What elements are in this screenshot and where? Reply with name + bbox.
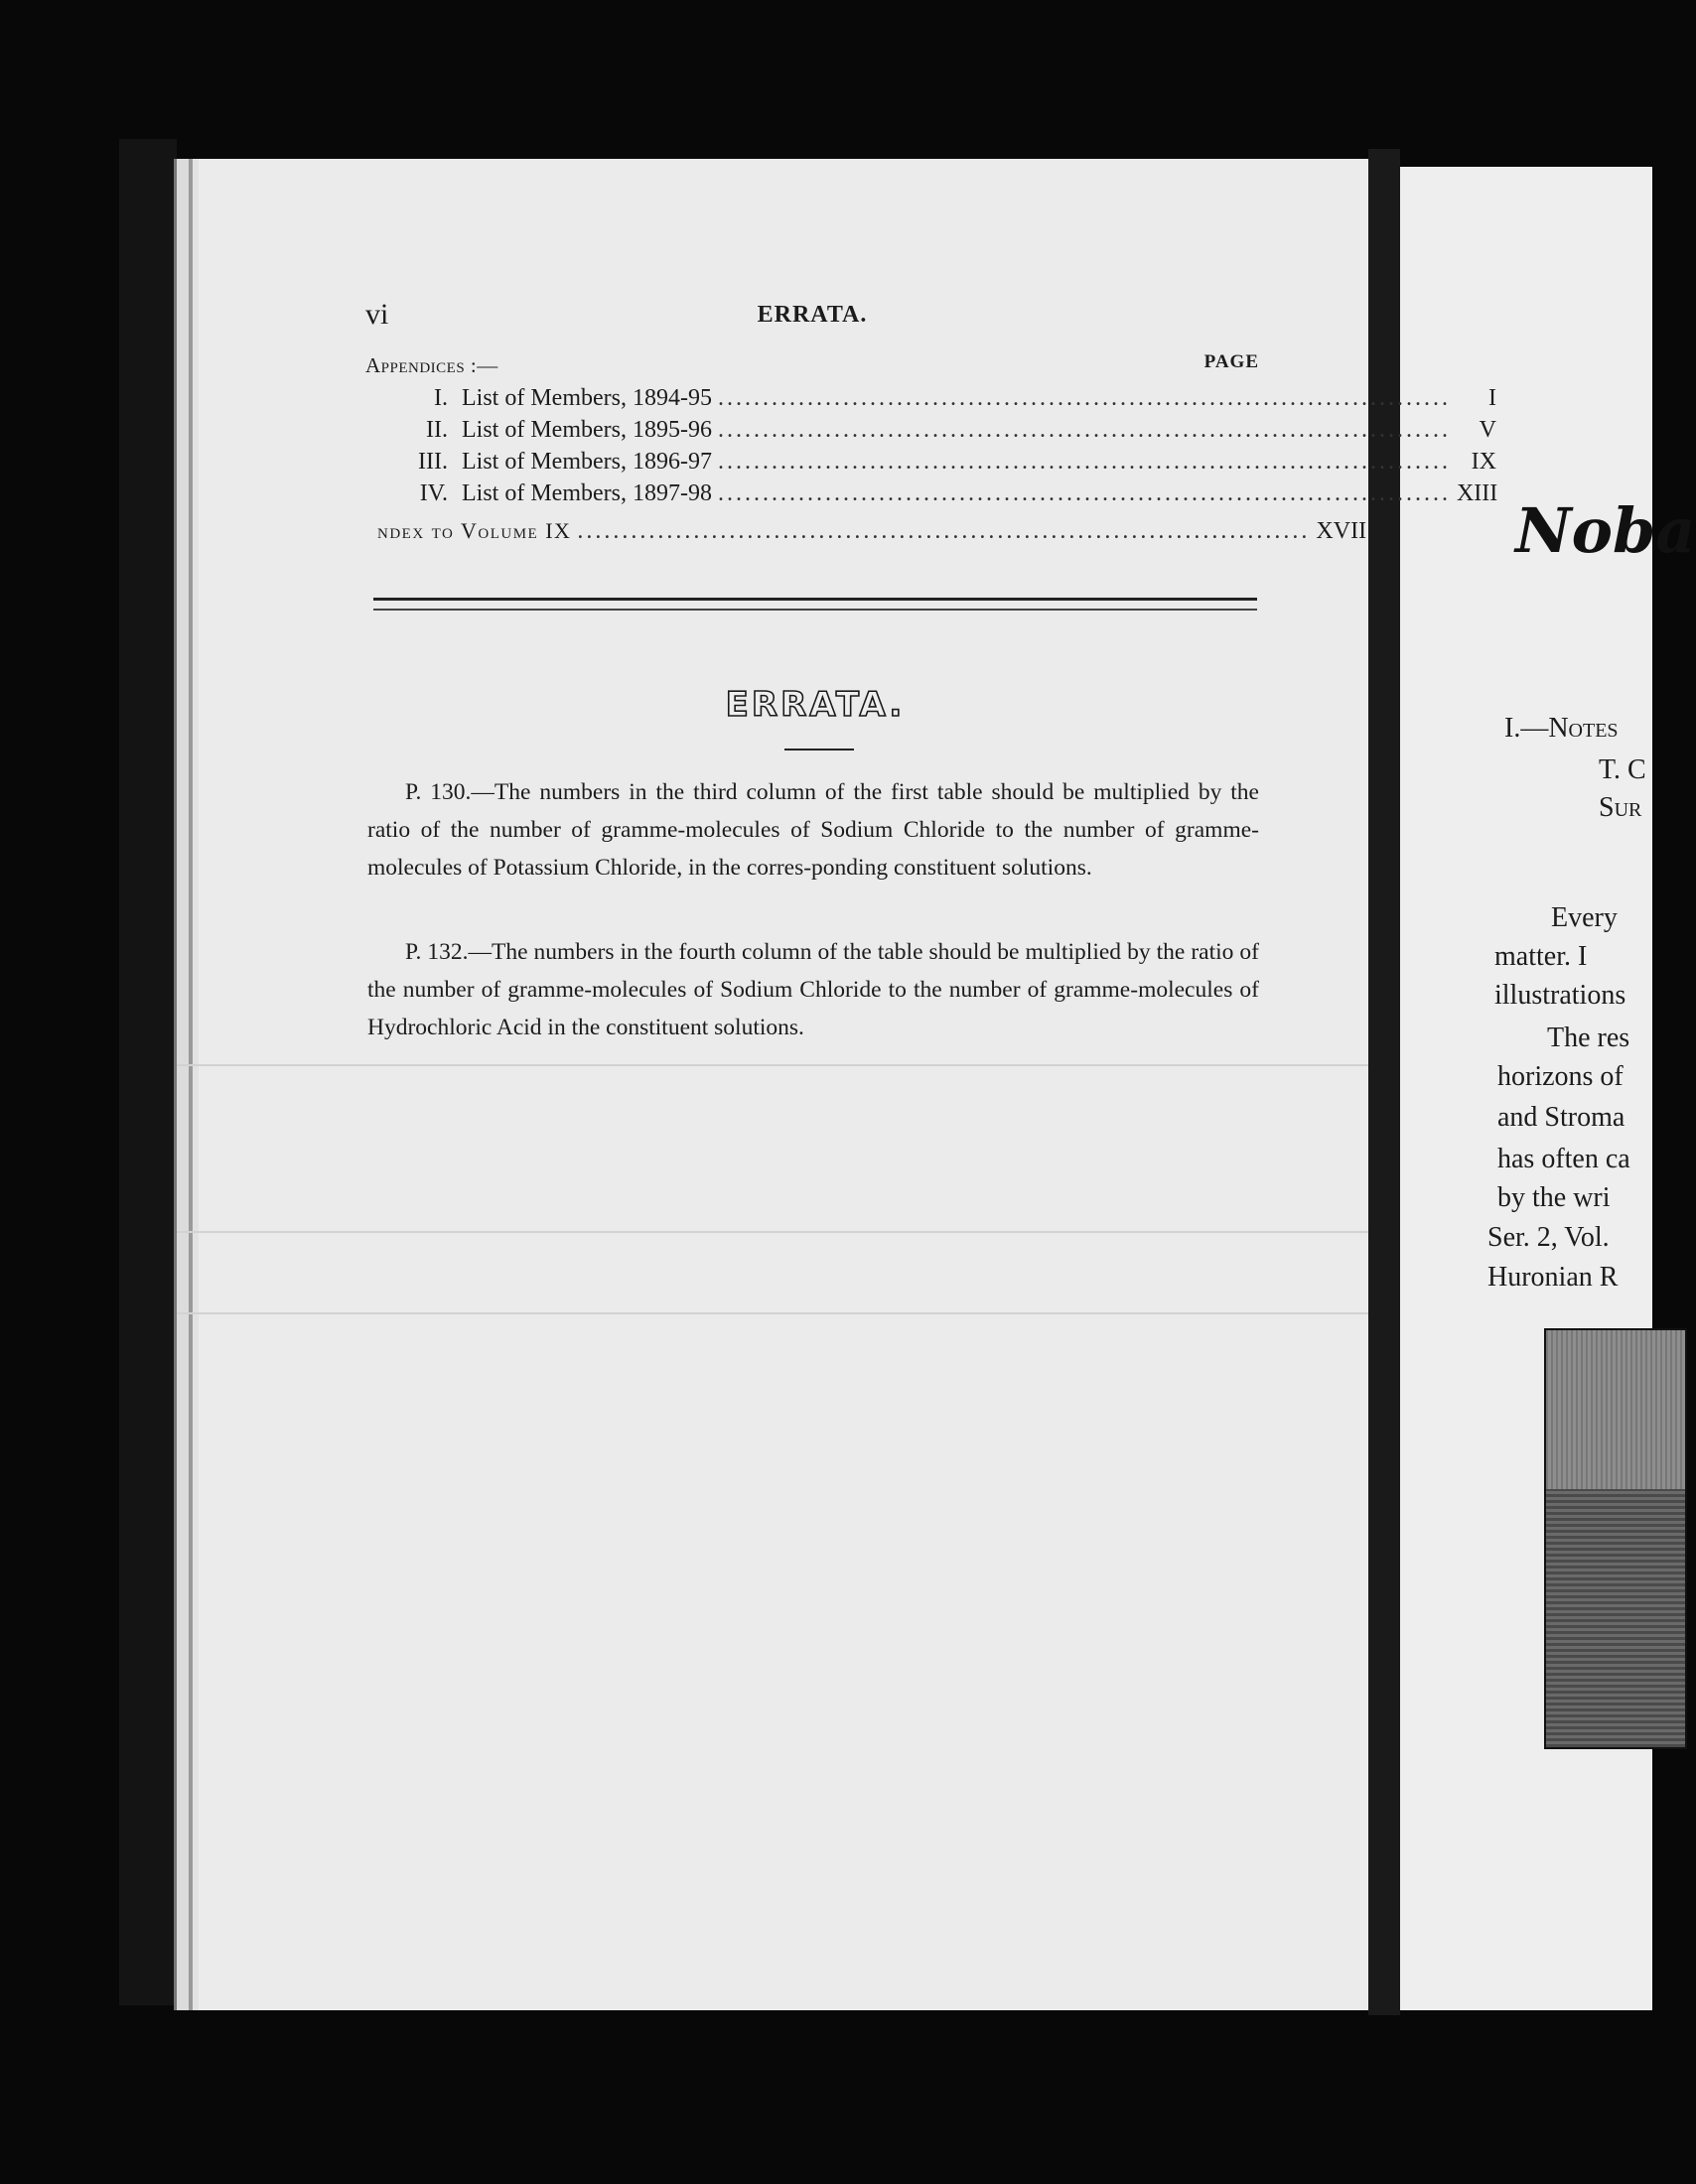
toc-entry: [365, 417, 1496, 449]
erratum-paragraph: P. 132.—The numbers in the fourth column of the table should be multiplied by the ratio of the number of gramme-molecules of Sodium Chloride to the number of gramme-molecules of Hydrochloric Acid in the constituent solutions.: [367, 939, 1259, 1040]
right-page-body-line: The res: [1547, 1023, 1630, 1053]
right-page-body-line: has often ca: [1497, 1144, 1630, 1174]
right-page-body-line: horizons of: [1497, 1061, 1624, 1092]
title-underline: [784, 749, 854, 751]
toc-index-entry: [365, 518, 1367, 550]
toc-entry-page: IX: [1471, 449, 1496, 475]
dot-leader: ..................................................................................: [717, 385, 1451, 411]
right-page-body-line: Every: [1551, 902, 1618, 933]
right-page-body-line: illustrations: [1494, 980, 1626, 1011]
right-page-body-line: and Stroma: [1497, 1102, 1625, 1133]
appendices-heading: Appendices :—: [365, 353, 498, 377]
right-page-body-line: Ser. 2, Vol.: [1487, 1222, 1610, 1253]
scan-artifact-line: [177, 1231, 1368, 1233]
toc-entry-number: IV.: [419, 480, 448, 506]
toc-entry: [365, 449, 1496, 480]
dot-leader: ..................................................................................: [717, 417, 1451, 443]
book-binding-left: [119, 139, 177, 2005]
toc-entry-label: List of Members, 1896-97: [462, 449, 712, 475]
toc-entry-label: List of Members, 1895-96: [462, 417, 712, 443]
toc-index-label: ndex to Volume IX: [377, 518, 572, 543]
page-folio: vi: [365, 298, 389, 331]
errata-title: ERRATA.: [725, 685, 906, 725]
right-page-body-line: Huronian R: [1487, 1262, 1619, 1293]
toc-list: [365, 385, 1498, 550]
toc-entry-page: V: [1479, 417, 1496, 443]
page-column-label: PAGE: [1203, 351, 1259, 372]
toc-index-page: XVII: [1316, 518, 1367, 544]
toc-entry-page: XIII: [1456, 480, 1498, 506]
running-head: [365, 298, 1259, 338]
running-head-title: ERRATA.: [757, 302, 868, 328]
toc-header: [365, 351, 1259, 381]
dot-leader: ..................................................................................: [577, 518, 1311, 544]
right-page-heading-line: T. C: [1599, 754, 1646, 785]
toc-entry-page: I: [1487, 385, 1496, 411]
right-page-body-line: matter. I: [1494, 941, 1588, 972]
erratum-paragraph: P. 130.—The numbers in the third column of the first table should be multiplied by the ratio of the number of gramme-molecules of Sodium Chloride to the number of gramme-molecules of Potassium Chloride, in the corres-ponding constituent solutions.: [367, 779, 1259, 881]
toc-entry-label: List of Members, 1894-95: [462, 385, 712, 411]
toc-entry-number: I.: [434, 385, 448, 411]
section-divider: [373, 598, 1257, 611]
right-page-body-line: by the wri: [1497, 1182, 1611, 1213]
toc-entry-number: III.: [418, 449, 448, 475]
scan-artifact-line: [177, 1064, 1368, 1066]
toc-entry: [365, 385, 1496, 417]
toc-entry-number: II.: [426, 417, 448, 443]
toc-entry-label: List of Members, 1897-98: [462, 480, 712, 506]
scan-artifact-line: [177, 1312, 1368, 1314]
dot-leader: ..................................................................................: [717, 449, 1451, 475]
right-page-heading-line: Sur: [1599, 792, 1642, 823]
right-page-heading-line: I.—Notes: [1504, 713, 1619, 744]
dot-leader: ..................................................................................: [717, 480, 1451, 506]
right-page-title: Noba: [1515, 494, 1696, 567]
toc-entry: [365, 480, 1498, 512]
plate-photograph: [1544, 1328, 1687, 1749]
